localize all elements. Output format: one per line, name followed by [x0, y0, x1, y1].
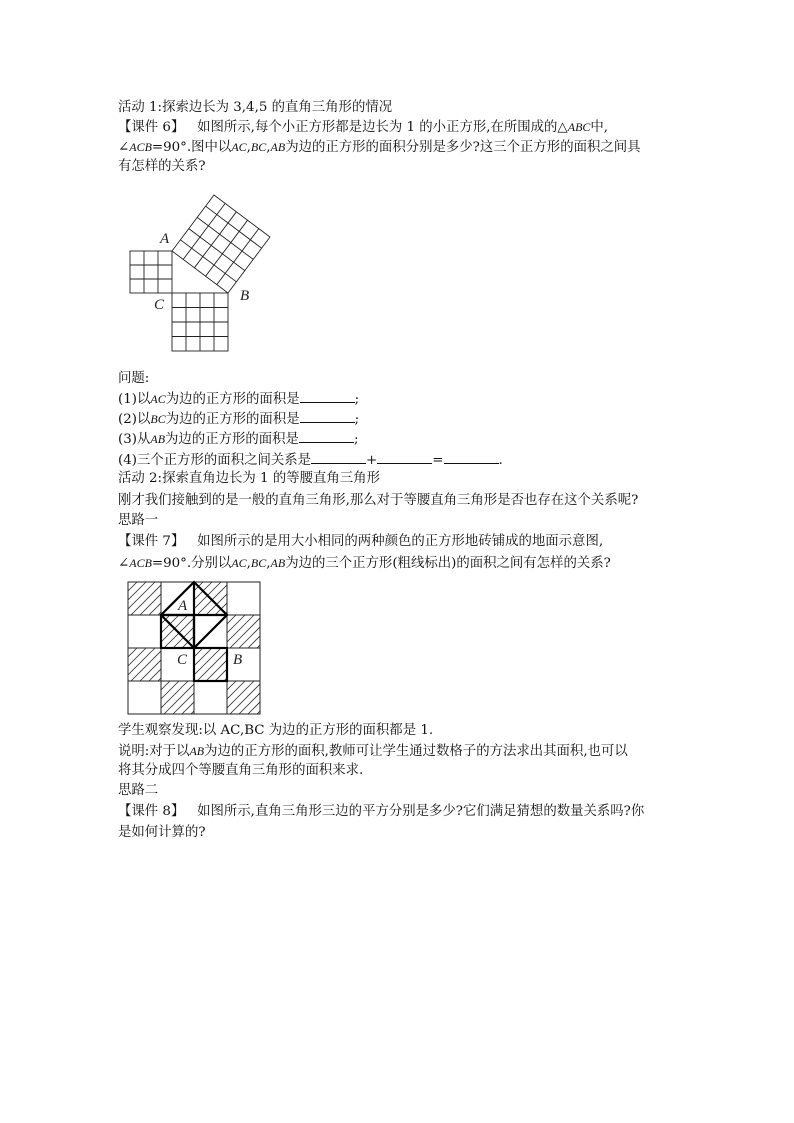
activity1-title: 活动 1:探索边长为 3,4,5 的直角三角形的情况: [118, 100, 393, 115]
text: ;: [353, 432, 359, 447]
math-var: BC: [150, 412, 166, 426]
math-var: AC: [231, 140, 247, 154]
text: +: [366, 453, 378, 468]
text: 为边的正方形的面积是: [165, 432, 299, 447]
math-var: BC: [250, 140, 267, 154]
activity2-line1: [118, 533, 603, 551]
answer-blank[interactable]: [377, 451, 432, 464]
activity1-line3: 有怎样的关系?: [118, 159, 206, 174]
text: ,: [246, 556, 251, 571]
angle-symbol: ∠: [118, 556, 130, 571]
text: 如图所示的是用大小相同的两种颜色的正方形地砖铺成的地面示意图,: [197, 534, 604, 549]
text: .: [498, 453, 503, 468]
math-var: AB: [270, 140, 286, 154]
square-ac: [130, 251, 172, 293]
pythagoras-figure: [118, 185, 288, 360]
label-a: A: [160, 231, 170, 247]
angle-symbol: ∠: [118, 140, 130, 155]
text: 中,: [590, 120, 609, 135]
activity1-line2: [118, 138, 641, 157]
text: ,: [246, 140, 251, 155]
text: 为边的正方形的面积,教师可让学生通过数格子的方法求出其面积,也可以: [204, 744, 628, 759]
math-var: AC: [150, 392, 166, 406]
text: .分别以: [186, 556, 232, 571]
math-var: AB: [270, 556, 286, 570]
text: 为边的正方形的面积是: [165, 412, 300, 427]
math-var: AB: [150, 432, 166, 446]
text: =90°: [151, 140, 187, 155]
text: 如图所示,每个小正方形都是边长为 1 的小正方形,在所围成的△: [197, 120, 568, 135]
math-var: AC: [231, 556, 247, 570]
text: ,: [266, 140, 271, 155]
math-var: AB: [189, 744, 205, 758]
text: 为边的正方形的面积分别是多少?这三个正方形的面积之间具: [285, 140, 641, 155]
question-3: [118, 430, 358, 449]
text: 如图所示,直角三角形三边的平方分别是多少?它们满足猜想的数量关系吗?你: [197, 804, 645, 819]
courseware-tag: 【课件 7】: [118, 534, 185, 549]
answer-blank[interactable]: [300, 390, 355, 403]
text: 说明:对于以: [118, 744, 190, 759]
observation: 学生观察发现:以 AC,BC 为边的正方形的面积都是 1.: [118, 723, 434, 738]
courseware8-line1: [118, 803, 644, 821]
square-bc: [172, 293, 228, 351]
text: ,: [266, 556, 271, 571]
text: =90°: [151, 556, 187, 571]
idea-2-heading: 思路二: [118, 783, 159, 798]
activity2-title: 活动 2:探索直角边长为 1 的等腰直角三角形: [118, 471, 380, 486]
text: (1)以: [118, 392, 151, 407]
text: =: [432, 453, 444, 468]
courseware8-line2: 是如何计算的?: [118, 825, 206, 840]
label-b: B: [240, 288, 250, 304]
text: 为边的正方形的面积是: [165, 392, 300, 407]
text: 为边的三个正方形(粗线标出)的面积之间有怎样的关系?: [285, 556, 611, 571]
text: ;: [354, 392, 360, 407]
note-line2: 将其分成四个等腰直角三角形的面积来求.: [118, 763, 364, 778]
text: (3)从: [118, 432, 151, 447]
label-c: C: [154, 297, 165, 313]
math-var: BC: [250, 556, 267, 570]
text: (2)以: [118, 412, 151, 427]
text: .图中以: [186, 140, 232, 155]
text: (4)三个正方形的面积之间关系是: [118, 453, 312, 468]
question-1: [118, 390, 359, 409]
question-4: [118, 451, 503, 470]
courseware-tag: 【课件 6】: [118, 120, 185, 135]
floor-tile-figure: [126, 580, 262, 716]
questions-title: 问题:: [118, 371, 150, 386]
label-b: B: [233, 652, 243, 668]
label-a: A: [178, 598, 188, 614]
answer-blank[interactable]: [299, 430, 354, 443]
answer-blank[interactable]: [311, 451, 366, 464]
math-var: ACB: [129, 556, 152, 570]
activity2-intro: 刚才我们接触到的是一般的直角三角形,那么对于等腰直角三角形是否也存在这个关系呢?: [118, 493, 639, 508]
activity1-line1: [118, 118, 608, 137]
math-var: ABC: [567, 120, 591, 134]
square-ab: [172, 195, 270, 293]
answer-blank[interactable]: [444, 451, 499, 464]
courseware-tag: 【课件 8】: [118, 804, 185, 819]
answer-blank[interactable]: [300, 410, 355, 423]
question-2: [118, 410, 359, 429]
text: ;: [354, 412, 360, 427]
label-c: C: [177, 652, 188, 668]
idea-1-heading: 思路一: [118, 513, 159, 528]
math-var: ACB: [129, 140, 152, 154]
activity2-line2: [118, 554, 611, 573]
note-line1: [118, 742, 628, 761]
